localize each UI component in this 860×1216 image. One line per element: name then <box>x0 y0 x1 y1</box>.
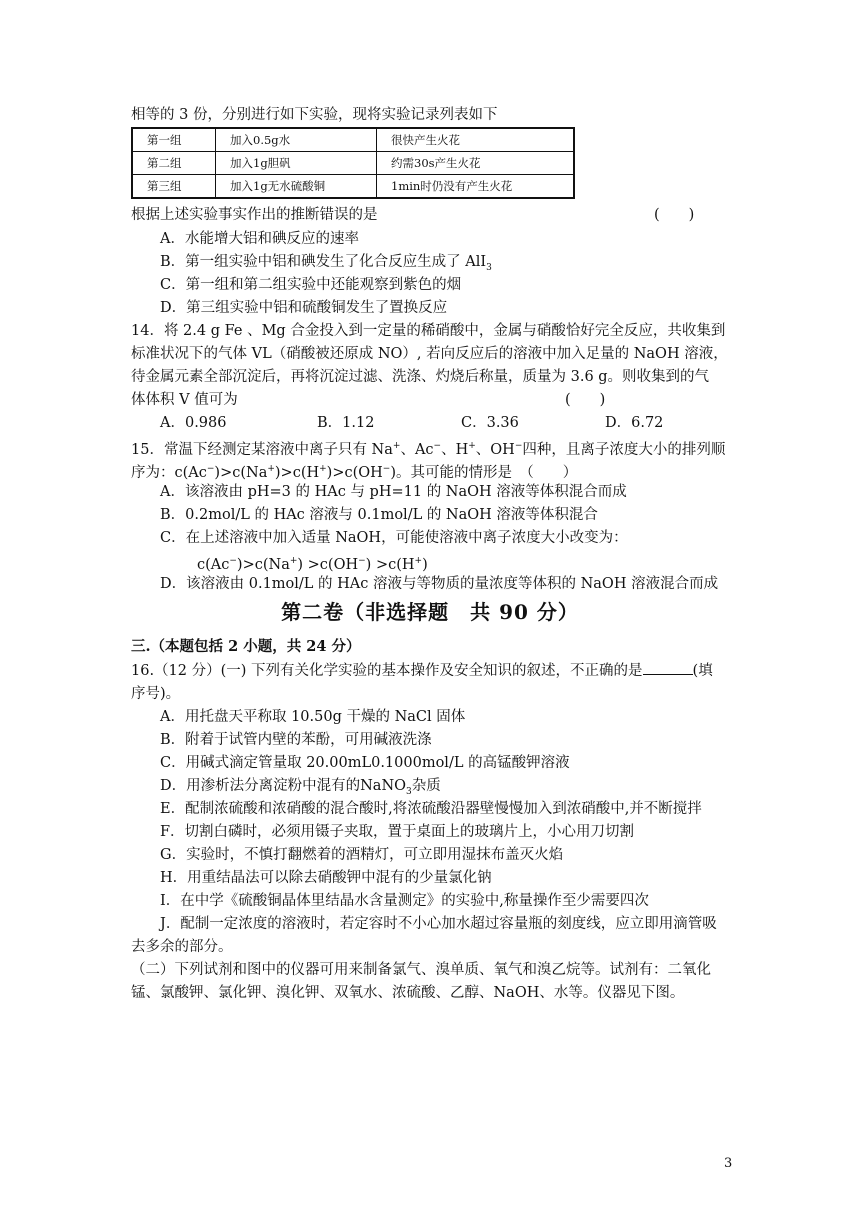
q15-line-2: 序为：c(Ac−)>c(Na+)>c(H+)>c(OH−)。其可能的情形是 （ ） <box>131 464 578 481</box>
q13-option-a: A．水能增大铝和碘反应的速率 <box>160 231 359 247</box>
table-cell: 约需30s产生火花 <box>377 152 575 175</box>
q14-option-a: A．0.986 <box>160 415 227 431</box>
q13-option-d: D．第三组实验中铝和硫酸铜发生了置换反应 <box>160 300 448 316</box>
q15-option-c: C．在上述溶液中加入适量 NaOH，可能使溶液中离子浓度大小改变为： <box>160 530 628 546</box>
table-cell: 很快产生火花 <box>377 128 575 152</box>
q14-line-1: 14．将 2.4 g Fe 、Mg 合金投入到一定量的稀硝酸中，金属与硝酸恰好完全反应，共收集到 <box>131 323 726 339</box>
q16-part-two-line-2: 锰、氯酸钾、氯化钾、溴化钾、双氧水、浓硫酸、乙醇、NaOH、水等。仪器见下图。 <box>131 985 685 1001</box>
q16-option-c: C．用碱式滴定管量取 20.00mL0.1000mol/L 的高锰酸钾溶液 <box>160 755 570 771</box>
table-cell: 第一组 <box>132 128 216 152</box>
table-cell: 1min时仍没有产生火花 <box>377 175 575 199</box>
q13-option-c: C．第一组和第二组实验中还能观察到紫色的烟 <box>160 277 462 293</box>
table-cell: 加入1g无水硫酸铜 <box>216 175 377 199</box>
table-row <box>132 128 574 152</box>
q15-option-c-formula: c(Ac−)>c(Na+) >c(OH−) >c(H+) <box>197 556 428 573</box>
table-intro: 相等的 3 份，分别进行如下实验，现将实验记录列表如下 <box>131 107 498 123</box>
q13-answer-paren: ( ) <box>654 207 695 223</box>
q16-option-h: H．用重结晶法可以除去硝酸钾中混有的少量氯化钠 <box>160 870 492 886</box>
experiment-table <box>131 127 575 199</box>
q16-option-b: B．附着于试管内壁的苯酚，可用碱液洗涤 <box>160 732 432 748</box>
q16-line-2: 序号)。 <box>131 686 181 702</box>
q15-option-b: B．0.2mol/L 的 HAc 溶液与 0.1mol/L 的 NaOH 溶液等体积混合 <box>160 507 598 523</box>
table-cell: 第三组 <box>132 175 216 199</box>
table-cell: 第二组 <box>132 152 216 175</box>
table-row <box>132 152 574 175</box>
q16-option-e: E．配制浓硫酸和浓硝酸的混合酸时,将浓硫酸沿器壁慢慢加入到浓硝酸中,并不断搅拌 <box>160 801 702 817</box>
q14-option-d: D．6.72 <box>605 415 664 431</box>
q16-option-j-cont: 去多余的部分。 <box>131 939 233 955</box>
part-two-title: 第二卷（非选择题 共 90 分） <box>281 600 579 624</box>
q14-option-c: C．3.36 <box>461 415 519 431</box>
q14-line-4: 体体积 V 值可为 <box>131 392 238 408</box>
answer-blank <box>643 660 693 675</box>
table-row <box>132 175 574 199</box>
table-cell: 加入1g胆矾 <box>216 152 377 175</box>
q16-option-g: G．实验时，不慎打翻燃着的酒精灯，可立即用湿抹布盖灭火焰 <box>160 847 564 863</box>
table-cell: 加入0.5g水 <box>216 128 377 152</box>
q16-option-f: F．切割白磷时，必须用镊子夹取，置于桌面上的玻璃片上，小心用刀切割 <box>160 824 635 840</box>
q16-option-d: D．用渗析法分离淀粉中混有的NaNO$_3$杂质 <box>160 778 441 797</box>
q15-option-a: A．该溶液由 pH=3 的 HAc 与 pH=11 的 NaOH 溶液等体积混合而成 <box>160 484 627 500</box>
q13-stem: 根据上述实验事实作出的推断错误的是 <box>131 207 378 223</box>
q16-option-a: A．用托盘天平称取 10.50g 干燥的 NaCl 固体 <box>160 709 466 725</box>
page-number: 3 <box>724 1156 733 1171</box>
q14-option-b: B．1.12 <box>317 415 375 431</box>
q16-part-two-line-1: （二）下列试剂和图中的仪器可用来制备氯气、溴单质、氧气和溴乙烷等。试剂有：二氧化 <box>131 962 711 978</box>
q14-line-2: 标准状况下的气体 VL（硝酸被还原成 NO）, 若向反应后的溶液中加入足量的 NaOH 溶液， <box>131 346 728 362</box>
q16-option-i: I．在中学《硫酸铜晶体里结晶水含量测定》的实验中,称量操作至少需要四次 <box>160 893 649 909</box>
q13-option-b: B．第一组实验中铝和碘发生了化合反应生成了 AlI$_3$ <box>160 254 492 273</box>
q16-line-1: 16.（12 分）(一) 下列有关化学实验的基本操作及安全知识的叙述，不正确的是 (填 <box>131 660 713 682</box>
q15-option-d: D．该溶液由 0.1mol/L 的 HAc 溶液与等物质的量浓度等体积的 NaOH 溶液混合而成 <box>160 576 719 592</box>
q14-answer-paren: ( ) <box>565 392 606 408</box>
q15-line-1: 15．常温下经测定某溶液中离子只有 Na+、Ac−、H+、OH−四种，且离子浓度大小的排列顺 <box>131 441 726 458</box>
q16-option-j: J．配制一定浓度的溶液时，若定容时不小心加水超过容量瓶的刻度线，应立即用滴管吸 <box>160 916 717 932</box>
q14-line-3: 待金属元素全部沉淀后，再将沉淀过滤、洗涤、灼烧后称量，质量为 3.6 g。则收集到的气 <box>131 369 710 385</box>
section-three-heading: 三.（本题包括 2 小题，共 24 分） <box>131 638 361 655</box>
